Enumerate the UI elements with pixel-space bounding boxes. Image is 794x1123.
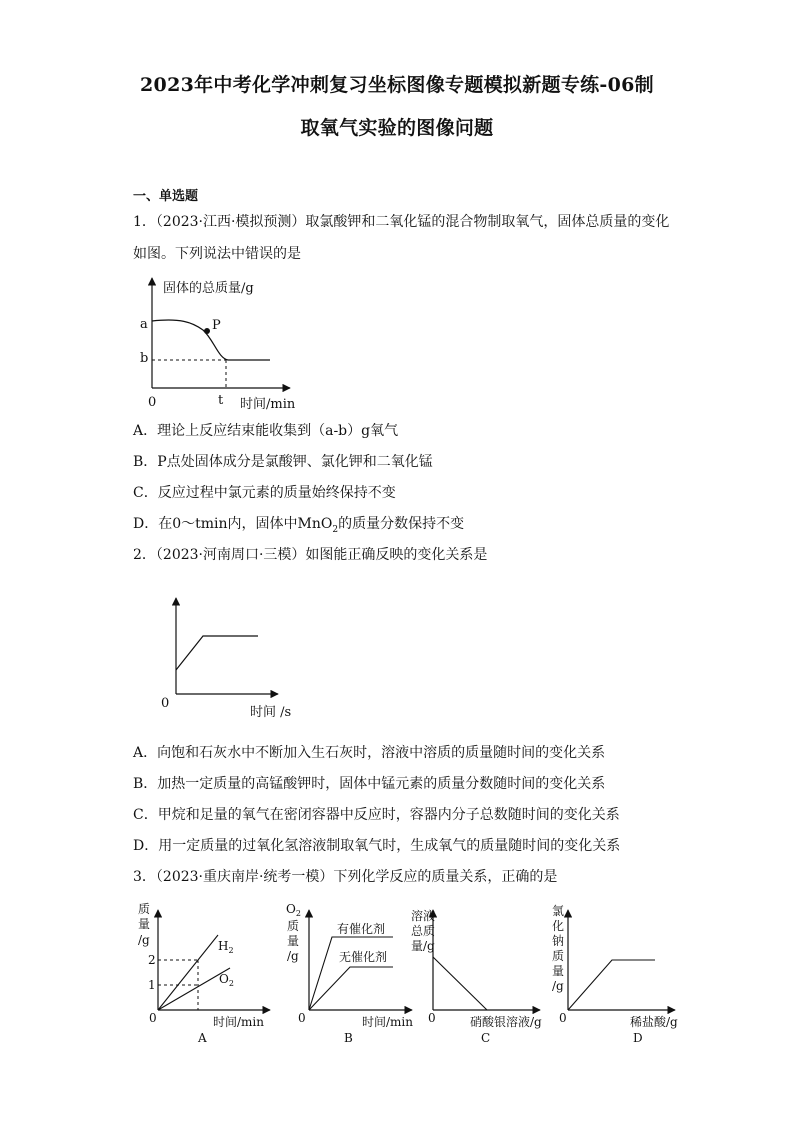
q3d-ylabel-2: 化: [552, 919, 565, 933]
q3b-nocat-curve: [309, 967, 393, 1010]
q2-option-d: D．用一定质量的过氧化氢溶液制取氧气时，生成氧气的质量随时间的变化关系: [133, 838, 621, 854]
q2-option-a: A．向饱和石灰水中不断加入生石灰时，溶液中溶质的质量随时间的变化关系: [133, 745, 606, 761]
q2-origin: 0: [161, 696, 170, 711]
q3a-ylabel-3: /g: [138, 933, 150, 947]
q3a-tick-1: 1: [148, 978, 156, 992]
q3d-caption: D: [633, 1031, 643, 1045]
q3a-ylabel-1: 质: [138, 902, 151, 916]
q2-option-c: C．甲烷和足量的氧气在密闭容器中反应时，容器内分子总数随时间的变化关系: [133, 807, 620, 823]
paper-title-line2: 取氧气实验的图像问题: [300, 117, 494, 139]
q1-label-t: t: [218, 393, 224, 408]
q2-curve: [176, 636, 258, 670]
q3d-xlabel: 稀盐酸/g: [630, 1015, 678, 1029]
q3b-ylabel-3: 量: [287, 934, 300, 948]
q1-option-d-sub: 2: [332, 524, 339, 535]
q3a-h2-line: [158, 935, 218, 1010]
paper-title-line1: 2023年中考化学冲刺复习坐标图像专题模拟新题专练-06制: [140, 74, 654, 96]
q3a-xlabel: 时间/min: [213, 1015, 264, 1029]
q3b-caption: B: [344, 1031, 353, 1045]
q1-stem-line1: 1．（2023·江西·模拟预测）取氯酸钾和二氧化锰的混合物制取氧气，固体总质量的变化: [133, 214, 670, 230]
q3c-origin: 0: [428, 1011, 436, 1025]
q3c-caption: C: [481, 1031, 491, 1045]
q3a-tick-2: 2: [148, 953, 156, 967]
q1-option-d: [133, 515, 464, 539]
q1-ylabel: 固体的总质量/g: [163, 281, 254, 296]
q3c-ylabel-3: 量/g: [411, 939, 435, 953]
q1-origin: 0: [148, 395, 157, 410]
q1-xlabel: 时间/min: [240, 397, 296, 412]
q3d-ylabel-5: 量: [552, 964, 565, 978]
q3b-cat-curve: [309, 937, 393, 1010]
q3a-h2-label: $H_2$: [218, 939, 234, 955]
q1-label-a: a: [140, 317, 148, 332]
q1-option-b: B．P点处固体成分是氯酸钾、氯化钾和二氧化锰: [133, 454, 433, 470]
q3d-ylabel-3: 钠: [552, 934, 565, 948]
q1-point-p: [204, 328, 210, 334]
q3a-origin: 0: [149, 1011, 157, 1025]
q1-option-d-post: 的质量分数保持不变: [338, 516, 465, 532]
q1-option-c: C．反应过程中氯元素的质量始终保持不变: [133, 485, 396, 501]
q3b-cat-label: 有催化剂: [337, 922, 386, 936]
q1-curve: [152, 320, 270, 360]
q2-xlabel: 时间 /s: [250, 705, 292, 720]
q3d-curve: [568, 960, 655, 1010]
q3c-curve: [433, 957, 487, 1010]
q3c-xlabel: 硝酸银溶液/g: [470, 1015, 542, 1029]
q2-option-b: B．加热一定质量的高锰酸钾时，固体中锰元素的质量分数随时间的变化关系: [133, 776, 606, 792]
q3a-o2-label: $O_2$: [219, 972, 234, 988]
q3d-ylabel-1: 氯: [552, 904, 565, 918]
q2-stem: 2．（2023·河南周口·三模）如图能正确反映的变化关系是: [133, 547, 488, 563]
q3b-ylabel-2: 质: [287, 919, 300, 933]
section-heading: 一、单选题: [133, 189, 199, 204]
q3a-ylabel-2: 量: [138, 917, 151, 931]
q3c-ylabel-2: 总质: [411, 924, 436, 938]
q3b-ylabel-o2: $O_2$: [286, 902, 301, 918]
q1-option-a: A．理论上反应结束能收集到（a-b）g氧气: [133, 423, 399, 439]
q3c-ylabel-1: 溶液: [411, 909, 436, 923]
q3a-caption: A: [198, 1031, 207, 1045]
q1-stem-line2: 如图。下列说法中错误的是: [133, 246, 301, 262]
q1-label-p: P: [212, 318, 221, 333]
q3b-origin: 0: [298, 1011, 306, 1025]
q3b-ylabel-4: /g: [287, 949, 299, 963]
q3d-ylabel-6: /g: [552, 979, 564, 993]
q1-label-b: b: [140, 351, 149, 366]
q3-stem: 3．（2023·重庆南岸·统考一模）下列化学反应的质量关系，正确的是: [133, 869, 558, 885]
q3b-nocat-label: 无催化剂: [339, 950, 388, 964]
q3b-xlabel: 时间/min: [362, 1015, 413, 1029]
q1-option-d-pre: D．在0～tmin内，固体中MnO: [133, 516, 333, 532]
q3d-ylabel-4: 质: [552, 949, 565, 963]
q3d-origin: 0: [559, 1011, 567, 1025]
